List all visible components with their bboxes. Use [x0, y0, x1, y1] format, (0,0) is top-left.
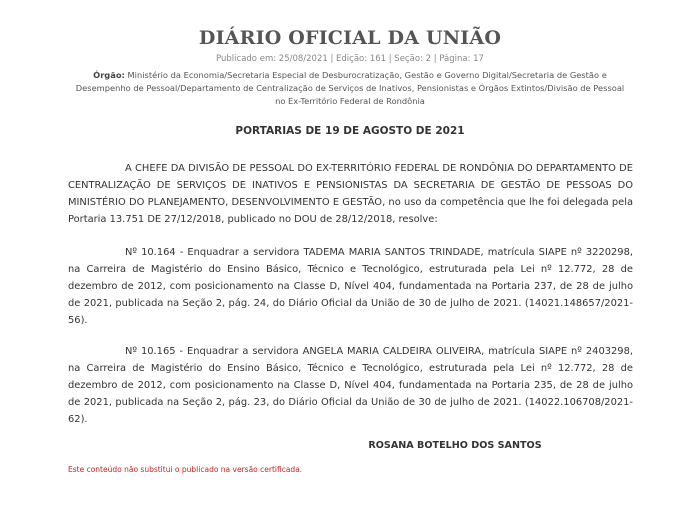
portaria-title: PORTARIAS DE 19 DE AGOSTO DE 2021 — [235, 125, 465, 137]
publication-meta: Publicado em: 25/08/2021 | Edição: 161 | Seção: 2 | Página: 17 — [216, 54, 484, 64]
certification-disclaimer: Este conteúdo não substitui o publicado na versão certificada. — [68, 465, 303, 474]
orgao-block — [75, 69, 625, 108]
masthead-title: DIÁRIO OFICIAL DA UNIÃO — [198, 27, 502, 49]
preamble-paragraph: A CHEFE DA DIVISÃO DE PESSOAL DO EX-TERRITÓRIO FEDERAL DE RONDÔNIA DO DEPARTAMENTO DE CENTRALIZAÇÃO DE SERVIÇOS DE INATIVOS E PENSIONISTAS DA SECRETARIA DE GESTÃO DE PESSOAS DO MINISTÉRIO DO PLANEJAMENTO, DESENVOLVIMENTO E GESTÃO, no uso da competência que lhe foi delegada pela Portaria 13.751 DE 27/12/2018, publicado no DOU de 28/12/2018, resolve: — [68, 163, 633, 225]
orgao-text: Ministério da Economia/Secretaria Especial de Desburocratização, Gestão e Governo Digital/Secretaria de Gestão e Desempenho de Pessoal/Departamento de Centralização de Serviços de Inativos, Pensionistas e Órgãos Extintos/Divisão de Pessoal no Ex-Território Federal de Rondônia — [75, 70, 625, 106]
signature-name: ROSANA BOTELHO DOS SANTOS — [368, 440, 542, 451]
portaria-10164-paragraph: Nº 10.164 - Enquadrar a servidora TADEMA MARIA SANTOS TRINDADE, matrícula SIAPE nº 3220298, na Carreira de Magistério do Ensino Básico, Técnico e Tecnológico, estruturada pela Lei nº 12.772, 28 de dezembro de 2012, com posicionamento na Classe D, Nível 404, fundamentada na Portaria 237, de 28 de julho de 2021, publicada na Seção 2, pág. 24, do Diário Oficial da União de 30 de julho de 2021. (14021.148657/2021-56). — [68, 247, 633, 326]
orgao-label: Órgão: — [93, 70, 125, 80]
portaria-10165-paragraph: Nº 10.165 - Enquadrar a servidora ANGELA MARIA CALDEIRA OLIVEIRA, matrícula SIAPE nº 2403298, na Carreira de Magistério do Ensino Básico, Técnico e Tecnológico, estruturada pela Lei nº 12.772, 28 de dezembro de 2012, com posicionamento na Classe D, Nível 404, fundamentada na Portaria 235, de 28 de julho de 2021, publicada na Seção 2, pág. 23, do Diário Oficial da União de 30 de julho de 2021. (14022.106708/2021-62). — [68, 346, 633, 425]
